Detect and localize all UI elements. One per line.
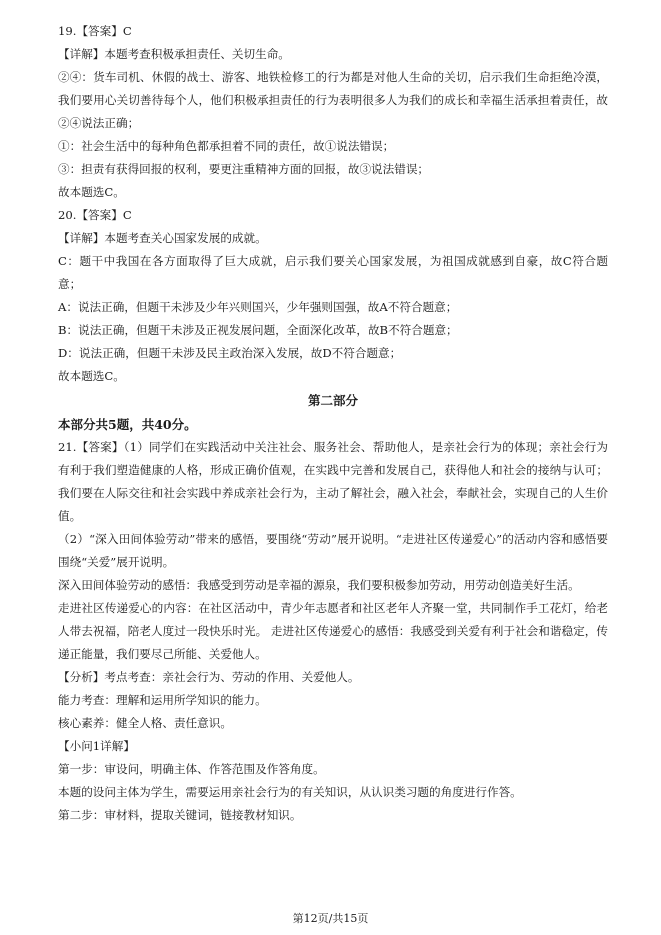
q20-answer: 20.【答案】C [58, 208, 132, 222]
q21-step2: 第二步：审材料，提取关键词，链接教材知识。 [58, 808, 302, 822]
q20-conclusion: 故本题选C。 [58, 369, 125, 383]
q19-detail-24: ②④：货车司机、休假的战士、游客、地铁检修工的行为都是对他人生命的关切，启示我们生命拒绝冷漠，我们要用心关切善待每个人，他们积极承担责任的行为表明很多人为我们的成长和幸福生活承担着责任，故②④说法正确； [58, 70, 608, 130]
q19-conclusion: 故本题选C。 [58, 185, 125, 199]
part-two-title: 第二部分 [307, 393, 358, 408]
document-body [58, 20, 608, 827]
q20-detail-intro: 【详解】本题考查关心国家发展的成就。 [58, 231, 267, 245]
q21-answer-1: 21.【答案】（1）同学们在实践活动中关注社会、服务社会、帮助他人，是亲社会行为的体现；亲社会行为有利于我们塑造健康的人格，形成正确价值观，在实践中完善和发展自己，获得他人和社会的接纳与认可；我们要在人际交往和社会实践中养成亲社会行为，主动了解社会，融入社会，奉献社会，实现自己的人生价值。 [58, 440, 608, 523]
q21-step1-detail: 本题的设问主体为学生，需要运用亲社会行为的有关知识，从认识类习题的角度进行作答。 [58, 785, 522, 799]
q19-detail-1: ①：社会生活中的每种角色都承担着不同的责任，故①说法错误； [58, 139, 395, 153]
q21-analysis: 【分析】考点考查：亲社会行为、劳动的作用、关爱他人。 [58, 670, 360, 684]
page-number: 第12页/共15页 [292, 912, 369, 925]
q21-step1: 第一步：审设问，明确主体、作答范围及作答角度。 [58, 762, 325, 776]
q21-community: 走进社区传递爱心的内容：在社区活动中，青少年志愿者和社区老年人齐聚一堂，共同制作手工花灯，给老人带去祝福，陪老人度过一段快乐时光。 走进社区传递爱心的感悟：我感受到关爱有利于社会和谐稳定，传递正能量，我们要尽己所能、关爱他人。 [58, 601, 608, 661]
q20-detail-d: D：说法正确，但题干未涉及民主政治深入发展，故D不符合题意； [58, 346, 402, 360]
q21-labor-insight: 深入田间体验劳动的感悟：我感受到劳动是幸福的源泉，我们要积极参加劳动，用劳动创造美好生活。 [58, 578, 580, 592]
q19-detail-intro: 【详解】本题考查积极承担责任、关切生命。 [58, 47, 290, 61]
q20-detail-c: C：题干中我国在各方面取得了巨大成就，启示我们要关心国家发展，为祖国成就感到自豪，故C符合题意； [58, 254, 608, 291]
q19-answer: 19.【答案】C [58, 24, 132, 38]
q20-detail-b: B：说法正确，但题干未涉及正视发展问题，全面深化改革，故B不符合题意； [58, 323, 458, 337]
q20-detail-a: A：说法正确，但题干未涉及少年兴则国兴，少年强则国强，故A不符合题意； [58, 300, 458, 314]
q21-sub1-title: 【小问1详解】 [58, 739, 135, 753]
q21-answer-2: （2）“深入田间体验劳动”带来的感悟，要围绕“劳动”展开说明。“走进社区传递爱心”的活动内容和感悟要围绕“关爱”展开说明。 [58, 532, 608, 569]
page-footer [0, 912, 661, 926]
q21-ability: 能力考查：理解和运用所学知识的能力。 [58, 693, 267, 707]
part-two-summary: 本部分共5题，共40分。 [58, 417, 197, 432]
q21-literacy: 核心素养：健全人格、责任意识。 [58, 716, 232, 730]
q19-detail-3: ③：担责有获得回报的权利，要更注重精神方面的回报，故③说法错误； [58, 162, 430, 176]
